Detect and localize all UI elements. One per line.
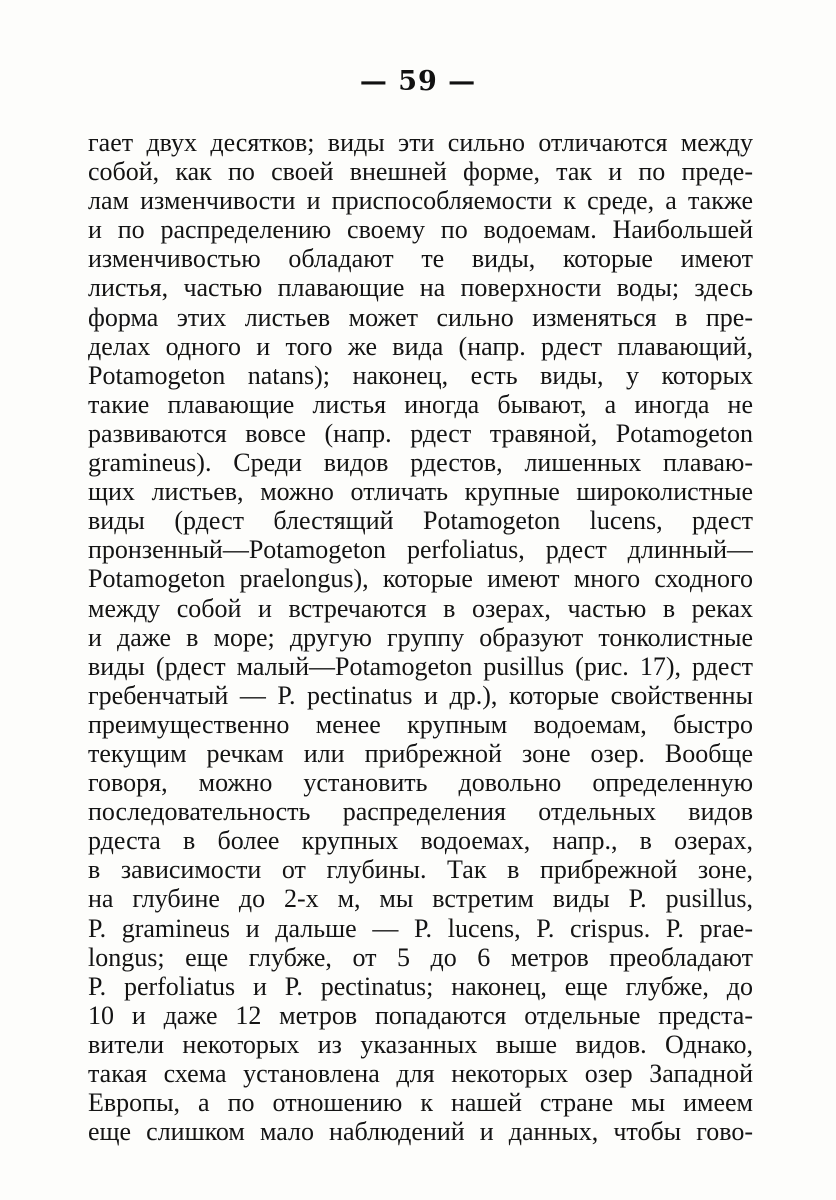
text-line: и по распределению своему по водоемам. Наибольшей [88,215,753,245]
text-line: пронзенный—Potamogeton perfoliatus, рдест длинный— [88,535,753,565]
text-line: P. gramineus и дальше — P. lucens, P. crispus. P. prae- [88,913,753,943]
text-line: гает двух десятков; виды эти сильно отличаются между [88,128,753,157]
text-line: между собой и встречаются в озерах, частью в реках [88,593,753,623]
text-line: текущим речкам или прибрежной зоне озер. Вообще [88,738,753,768]
text-line: последовательность распределения отдельных видов [88,797,753,827]
text-line: делах одного и того же вида (напр. рдест плавающий, [88,331,753,361]
text-line: развиваются вовсе (напр. рдест травяной, Potamogeton [88,418,753,448]
text-line: gramineus). Среди видов рдестов, лишенных плаваю- [88,448,753,478]
text-line: longus; еще глубже, от 5 до 6 метров преобладают [88,942,753,972]
text-line: говоря, можно установить довольно определенную [88,768,753,798]
text-line: листья, частью плавающие на поверхности воды; здесь [88,273,753,303]
text-line: P. perfoliatus и P. pectinatus; наконец, еще глубже, до [88,971,753,1001]
text-line: гребенчатый — P. pectinatus и др.), которые свойственны [88,680,753,710]
text-line: Potamogeton natans); наконец, есть виды, у которых [88,360,753,390]
text-line: такие плавающие листья иногда бывают, а иногда не [88,389,753,419]
text-line: преимущественно менее крупным водоемам, быстро [88,709,753,739]
text-line: 10 и даже 12 метров попадаются отдельные предста- [88,1000,753,1030]
text-line: Европы, а по отношению к нашей стране мы имеем [88,1088,753,1118]
text-line: еще слишком мало наблюдений и данных, чтобы гово- [88,1117,753,1147]
text-line: форма этих листьев может сильно изменяться в пре- [88,302,753,332]
text-line: на глубине до 2-х м, мы встретим виды P. pusillus, [88,884,753,914]
text-line: в зависимости от глубины. Так в прибрежной зоне, [88,855,753,885]
text-line: виды (рдест блестящий Potamogeton lucens, рдест [88,506,753,536]
text-line: Potamogeton praelongus), которые имеют много сходного [88,564,753,594]
text-line: собой, как по своей внешней форме, так и по преде- [88,157,753,187]
text-line: и даже в море; другую группу образуют тонколистные [88,622,753,652]
text-line: лам изменчивости и приспособляемости к среде, а также [88,186,753,216]
text-line: такая схема установлена для некоторых озер Западной [88,1059,753,1088]
text-line: вители некоторых из указанных выше видов. Однако, [88,1029,753,1059]
text-line: щих листьев, можно отличать крупные широколистные [88,477,753,507]
text-line: изменчивостью обладают те виды, которые имеют [88,244,753,274]
text-line: рдеста в более крупных водоемах, напр., в озерах, [88,826,753,856]
text-line: виды (рдест малый—Potamogeton pusillus (рис. 17), рдест [88,651,753,681]
page-number: — 59 — [359,66,477,97]
body-text [88,128,753,1146]
